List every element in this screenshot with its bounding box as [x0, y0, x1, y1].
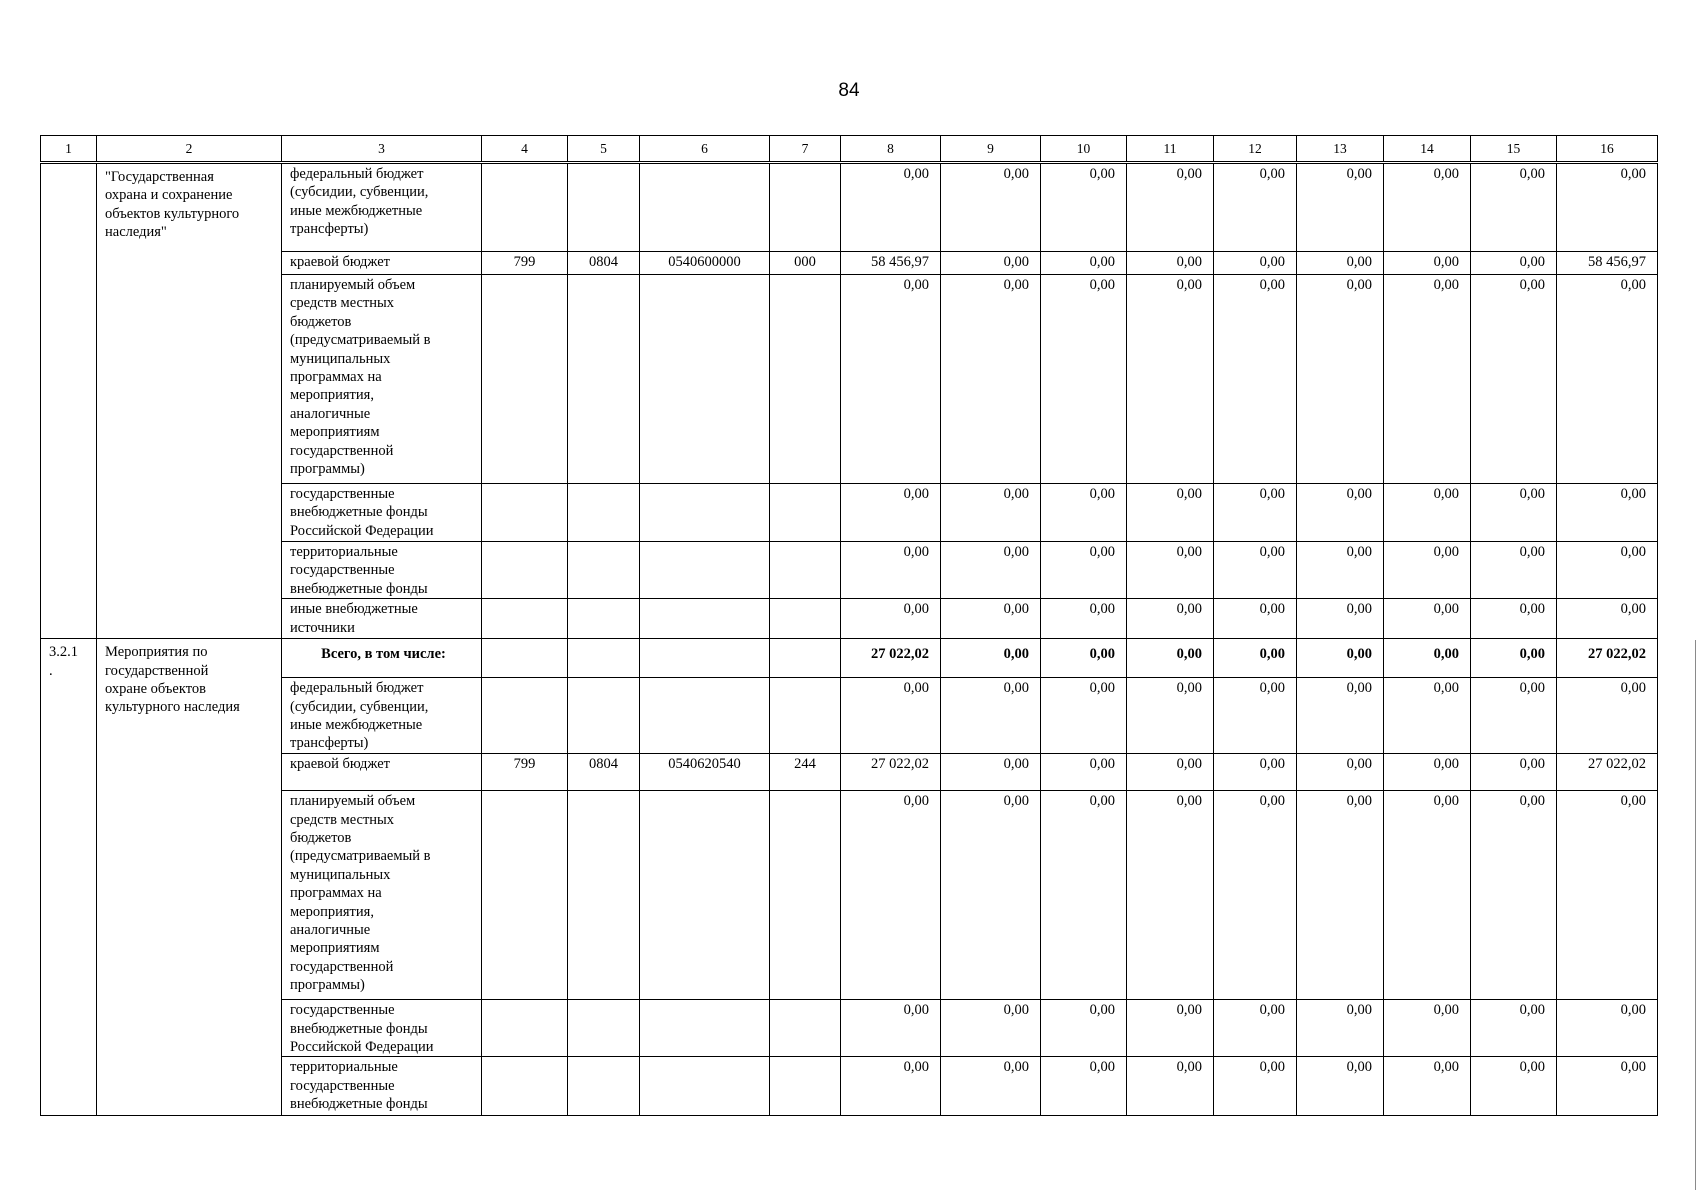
- amount-col-15: 0,00: [1471, 252, 1557, 275]
- amount-col-9: 0,00: [941, 163, 1041, 252]
- amount-col-14: 0,00: [1384, 1000, 1471, 1057]
- amount-col-10: 0,00: [1041, 754, 1127, 791]
- amount-col-12: 0,00: [1214, 678, 1297, 754]
- amount-col-10: 0,00: [1041, 163, 1127, 252]
- amount-col-11: 0,00: [1127, 252, 1214, 275]
- amount-col-15: 0,00: [1471, 484, 1557, 542]
- amount-col-13: 0,00: [1297, 542, 1384, 599]
- scan-edge-line: [1695, 640, 1696, 1190]
- code-col-4: [482, 275, 568, 484]
- code-col-4: [482, 599, 568, 639]
- amount-col-8: 0,00: [841, 484, 941, 542]
- code-col-5: [568, 275, 640, 484]
- page-number: 84: [838, 80, 860, 101]
- amount-col-12: 0,00: [1214, 639, 1297, 678]
- amount-col-12: 0,00: [1214, 599, 1297, 639]
- amount-col-13: 0,00: [1297, 639, 1384, 678]
- amount-col-13: 0,00: [1297, 791, 1384, 1000]
- code-col-7: [770, 542, 841, 599]
- column-number-12: 12: [1214, 136, 1297, 163]
- code-col-6: [640, 484, 770, 542]
- amount-col-15: 0,00: [1471, 1000, 1557, 1057]
- amount-col-14: 0,00: [1384, 542, 1471, 599]
- code-col-5: 0804: [568, 754, 640, 791]
- amount-col-15: 0,00: [1471, 1057, 1557, 1116]
- column-number-6: 6: [640, 136, 770, 163]
- amount-col-8: 27 022,02: [841, 754, 941, 791]
- amount-col-9: 0,00: [941, 1057, 1041, 1116]
- amount-col-9: 0,00: [941, 275, 1041, 484]
- total-label: Всего, в том числе:: [282, 639, 482, 678]
- amount-col-10: 0,00: [1041, 1057, 1127, 1116]
- amount-col-8: 0,00: [841, 599, 941, 639]
- amount-col-13: 0,00: [1297, 484, 1384, 542]
- amount-col-12: 0,00: [1214, 791, 1297, 1000]
- amount-col-9: 0,00: [941, 599, 1041, 639]
- amount-col-11: 0,00: [1127, 163, 1214, 252]
- amount-col-8: 0,00: [841, 275, 941, 484]
- amount-col-12: 0,00: [1214, 542, 1297, 599]
- code-col-5: [568, 599, 640, 639]
- code-col-4: [482, 1000, 568, 1057]
- amount-col-10: 0,00: [1041, 542, 1127, 599]
- column-number-1: 1: [41, 136, 97, 163]
- amount-col-12: 0,00: [1214, 1057, 1297, 1116]
- amount-col-10: 0,00: [1041, 275, 1127, 484]
- code-col-6: 0540620540: [640, 754, 770, 791]
- budget-row: [41, 1057, 1658, 1116]
- amount-col-15: 0,00: [1471, 542, 1557, 599]
- item-number: 3.2.1 .: [41, 639, 97, 1116]
- amount-col-15: 0,00: [1471, 754, 1557, 791]
- code-col-6: [640, 678, 770, 754]
- amount-col-13: 0,00: [1297, 678, 1384, 754]
- amount-col-13: 0,00: [1297, 252, 1384, 275]
- amount-col-14: 0,00: [1384, 484, 1471, 542]
- amount-col-16: 0,00: [1557, 163, 1658, 252]
- amount-col-12: 0,00: [1214, 275, 1297, 484]
- code-col-4: [482, 484, 568, 542]
- budget-row: [41, 275, 1658, 484]
- amount-col-8: 0,00: [841, 791, 941, 1000]
- amount-col-16: 0,00: [1557, 542, 1658, 599]
- amount-col-11: 0,00: [1127, 1000, 1214, 1057]
- amount-col-11: 0,00: [1127, 754, 1214, 791]
- amount-col-14: 0,00: [1384, 163, 1471, 252]
- code-col-6: [640, 791, 770, 1000]
- amount-col-13: 0,00: [1297, 163, 1384, 252]
- amount-col-12: 0,00: [1214, 252, 1297, 275]
- column-number-5: 5: [568, 136, 640, 163]
- code-col-6: [640, 542, 770, 599]
- code-col-4: 799: [482, 252, 568, 275]
- code-col-7: [770, 599, 841, 639]
- amount-col-9: 0,00: [941, 791, 1041, 1000]
- code-col-4: 799: [482, 754, 568, 791]
- budget-row: [41, 678, 1658, 754]
- amount-col-16: 58 456,97: [1557, 252, 1658, 275]
- amount-col-13: 0,00: [1297, 599, 1384, 639]
- amount-col-10: 0,00: [1041, 791, 1127, 1000]
- budget-row: [41, 484, 1658, 542]
- code-col-5: [568, 163, 640, 252]
- amount-col-14: 0,00: [1384, 275, 1471, 484]
- amount-col-11: 0,00: [1127, 542, 1214, 599]
- code-col-4: [482, 1057, 568, 1116]
- funding-source-label: федеральный бюджет (субсидии, субвенции, иные межбюджетные трансферты): [282, 678, 482, 754]
- funding-source-label: территориальные государственные внебюджетные фонды: [282, 1057, 482, 1116]
- amount-col-13: 0,00: [1297, 754, 1384, 791]
- budget-row: [41, 639, 1658, 678]
- column-number-8: 8: [841, 136, 941, 163]
- code-col-6: [640, 163, 770, 252]
- amount-col-14: 0,00: [1384, 678, 1471, 754]
- code-col-5: [568, 484, 640, 542]
- amount-col-9: 0,00: [941, 639, 1041, 678]
- table-header: [41, 136, 1658, 163]
- code-col-4: [482, 791, 568, 1000]
- column-number-10: 10: [1041, 136, 1127, 163]
- column-number-9: 9: [941, 136, 1041, 163]
- budget-row: [41, 791, 1658, 1000]
- amount-col-14: 0,00: [1384, 1057, 1471, 1116]
- amount-col-10: 0,00: [1041, 252, 1127, 275]
- code-col-5: [568, 678, 640, 754]
- amount-col-8: 0,00: [841, 1000, 941, 1057]
- code-col-6: [640, 1000, 770, 1057]
- code-col-4: [482, 163, 568, 252]
- code-col-7: [770, 1000, 841, 1057]
- amount-col-10: 0,00: [1041, 1000, 1127, 1057]
- code-col-5: 0804: [568, 252, 640, 275]
- funding-source-label: краевой бюджет: [282, 252, 482, 275]
- amount-col-10: 0,00: [1041, 484, 1127, 542]
- amount-col-9: 0,00: [941, 542, 1041, 599]
- amount-col-11: 0,00: [1127, 791, 1214, 1000]
- amount-col-14: 0,00: [1384, 252, 1471, 275]
- funding-source-label: планируемый объем средств местных бюджетов (предусматриваемый в муниципальных программах на мероприятия, аналогичные мероприятиям государственной программы): [282, 275, 482, 484]
- amount-col-11: 0,00: [1127, 599, 1214, 639]
- code-col-4: [482, 639, 568, 678]
- column-number-14: 14: [1384, 136, 1471, 163]
- amount-col-9: 0,00: [941, 484, 1041, 542]
- code-col-7: [770, 163, 841, 252]
- funding-source-label: краевой бюджет: [282, 754, 482, 791]
- amount-col-8: 0,00: [841, 678, 941, 754]
- column-number-4: 4: [482, 136, 568, 163]
- amount-col-15: 0,00: [1471, 639, 1557, 678]
- amount-col-11: 0,00: [1127, 1057, 1214, 1116]
- amount-col-14: 0,00: [1384, 639, 1471, 678]
- code-col-7: 000: [770, 252, 841, 275]
- amount-col-11: 0,00: [1127, 275, 1214, 484]
- budget-row: [41, 1000, 1658, 1057]
- amount-col-16: 0,00: [1557, 791, 1658, 1000]
- column-number-7: 7: [770, 136, 841, 163]
- amount-col-8: 0,00: [841, 163, 941, 252]
- amount-col-15: 0,00: [1471, 599, 1557, 639]
- amount-col-12: 0,00: [1214, 1000, 1297, 1057]
- amount-col-8: 0,00: [841, 1057, 941, 1116]
- code-col-7: 244: [770, 754, 841, 791]
- code-col-7: [770, 275, 841, 484]
- table-body: [41, 163, 1658, 1116]
- code-col-4: [482, 678, 568, 754]
- item-title: "Государственная охрана и сохранение объектов культурного наследия": [97, 163, 282, 639]
- code-col-6: [640, 599, 770, 639]
- funding-source-label: иные внебюджетные источники: [282, 599, 482, 639]
- column-number-11: 11: [1127, 136, 1214, 163]
- amount-col-9: 0,00: [941, 754, 1041, 791]
- code-col-6: [640, 1057, 770, 1116]
- amount-col-10: 0,00: [1041, 639, 1127, 678]
- amount-col-10: 0,00: [1041, 599, 1127, 639]
- amount-col-16: 0,00: [1557, 678, 1658, 754]
- amount-col-11: 0,00: [1127, 678, 1214, 754]
- code-col-7: [770, 678, 841, 754]
- amount-col-9: 0,00: [941, 252, 1041, 275]
- amount-col-16: 0,00: [1557, 484, 1658, 542]
- code-col-7: [770, 791, 841, 1000]
- amount-col-9: 0,00: [941, 678, 1041, 754]
- amount-col-15: 0,00: [1471, 678, 1557, 754]
- amount-col-9: 0,00: [941, 1000, 1041, 1057]
- budget-row: [41, 754, 1658, 791]
- amount-col-16: 0,00: [1557, 1000, 1658, 1057]
- amount-col-16: 0,00: [1557, 1057, 1658, 1116]
- column-number-15: 15: [1471, 136, 1557, 163]
- funding-source-label: территориальные государственные внебюджетные фонды: [282, 542, 482, 599]
- code-col-6: 0540600000: [640, 252, 770, 275]
- column-number-13: 13: [1297, 136, 1384, 163]
- amount-col-16: 27 022,02: [1557, 639, 1658, 678]
- amount-col-13: 0,00: [1297, 1057, 1384, 1116]
- amount-col-12: 0,00: [1214, 484, 1297, 542]
- item-number: [41, 163, 97, 639]
- amount-col-15: 0,00: [1471, 791, 1557, 1000]
- amount-col-13: 0,00: [1297, 275, 1384, 484]
- amount-col-8: 27 022,02: [841, 639, 941, 678]
- code-col-5: [568, 542, 640, 599]
- amount-col-16: 0,00: [1557, 599, 1658, 639]
- amount-col-12: 0,00: [1214, 163, 1297, 252]
- funding-source-label: государственные внебюджетные фонды Российской Федерации: [282, 484, 482, 542]
- budget-row: [41, 542, 1658, 599]
- amount-col-15: 0,00: [1471, 275, 1557, 484]
- amount-col-16: 0,00: [1557, 275, 1658, 484]
- amount-col-8: 58 456,97: [841, 252, 941, 275]
- amount-col-11: 0,00: [1127, 484, 1214, 542]
- code-col-5: [568, 1000, 640, 1057]
- code-col-5: [568, 639, 640, 678]
- amount-col-8: 0,00: [841, 542, 941, 599]
- column-number-3: 3: [282, 136, 482, 163]
- column-number-2: 2: [97, 136, 282, 163]
- column-number-16: 16: [1557, 136, 1658, 163]
- amount-col-10: 0,00: [1041, 678, 1127, 754]
- code-col-6: [640, 275, 770, 484]
- code-col-6: [640, 639, 770, 678]
- code-col-7: [770, 484, 841, 542]
- item-title: Мероприятия по государственной охране объектов культурного наследия: [97, 639, 282, 1116]
- amount-col-13: 0,00: [1297, 1000, 1384, 1057]
- funding-source-label: федеральный бюджет (субсидии, субвенции, иные межбюджетные трансферты): [282, 163, 482, 252]
- amount-col-14: 0,00: [1384, 791, 1471, 1000]
- code-col-5: [568, 791, 640, 1000]
- amount-col-12: 0,00: [1214, 754, 1297, 791]
- amount-col-15: 0,00: [1471, 163, 1557, 252]
- amount-col-16: 27 022,02: [1557, 754, 1658, 791]
- budget-row: [41, 163, 1658, 252]
- budget-row: [41, 252, 1658, 275]
- code-col-7: [770, 639, 841, 678]
- budget-table: [40, 135, 1658, 1116]
- funding-source-label: планируемый объем средств местных бюджетов (предусматриваемый в муниципальных программах на мероприятия, аналогичные мероприятиям государственной программы): [282, 791, 482, 1000]
- amount-col-14: 0,00: [1384, 754, 1471, 791]
- amount-col-14: 0,00: [1384, 599, 1471, 639]
- column-number-row: [41, 136, 1658, 163]
- funding-source-label: государственные внебюджетные фонды Российской Федерации: [282, 1000, 482, 1057]
- amount-col-11: 0,00: [1127, 639, 1214, 678]
- code-col-7: [770, 1057, 841, 1116]
- code-col-4: [482, 542, 568, 599]
- budget-row: [41, 599, 1658, 639]
- code-col-5: [568, 1057, 640, 1116]
